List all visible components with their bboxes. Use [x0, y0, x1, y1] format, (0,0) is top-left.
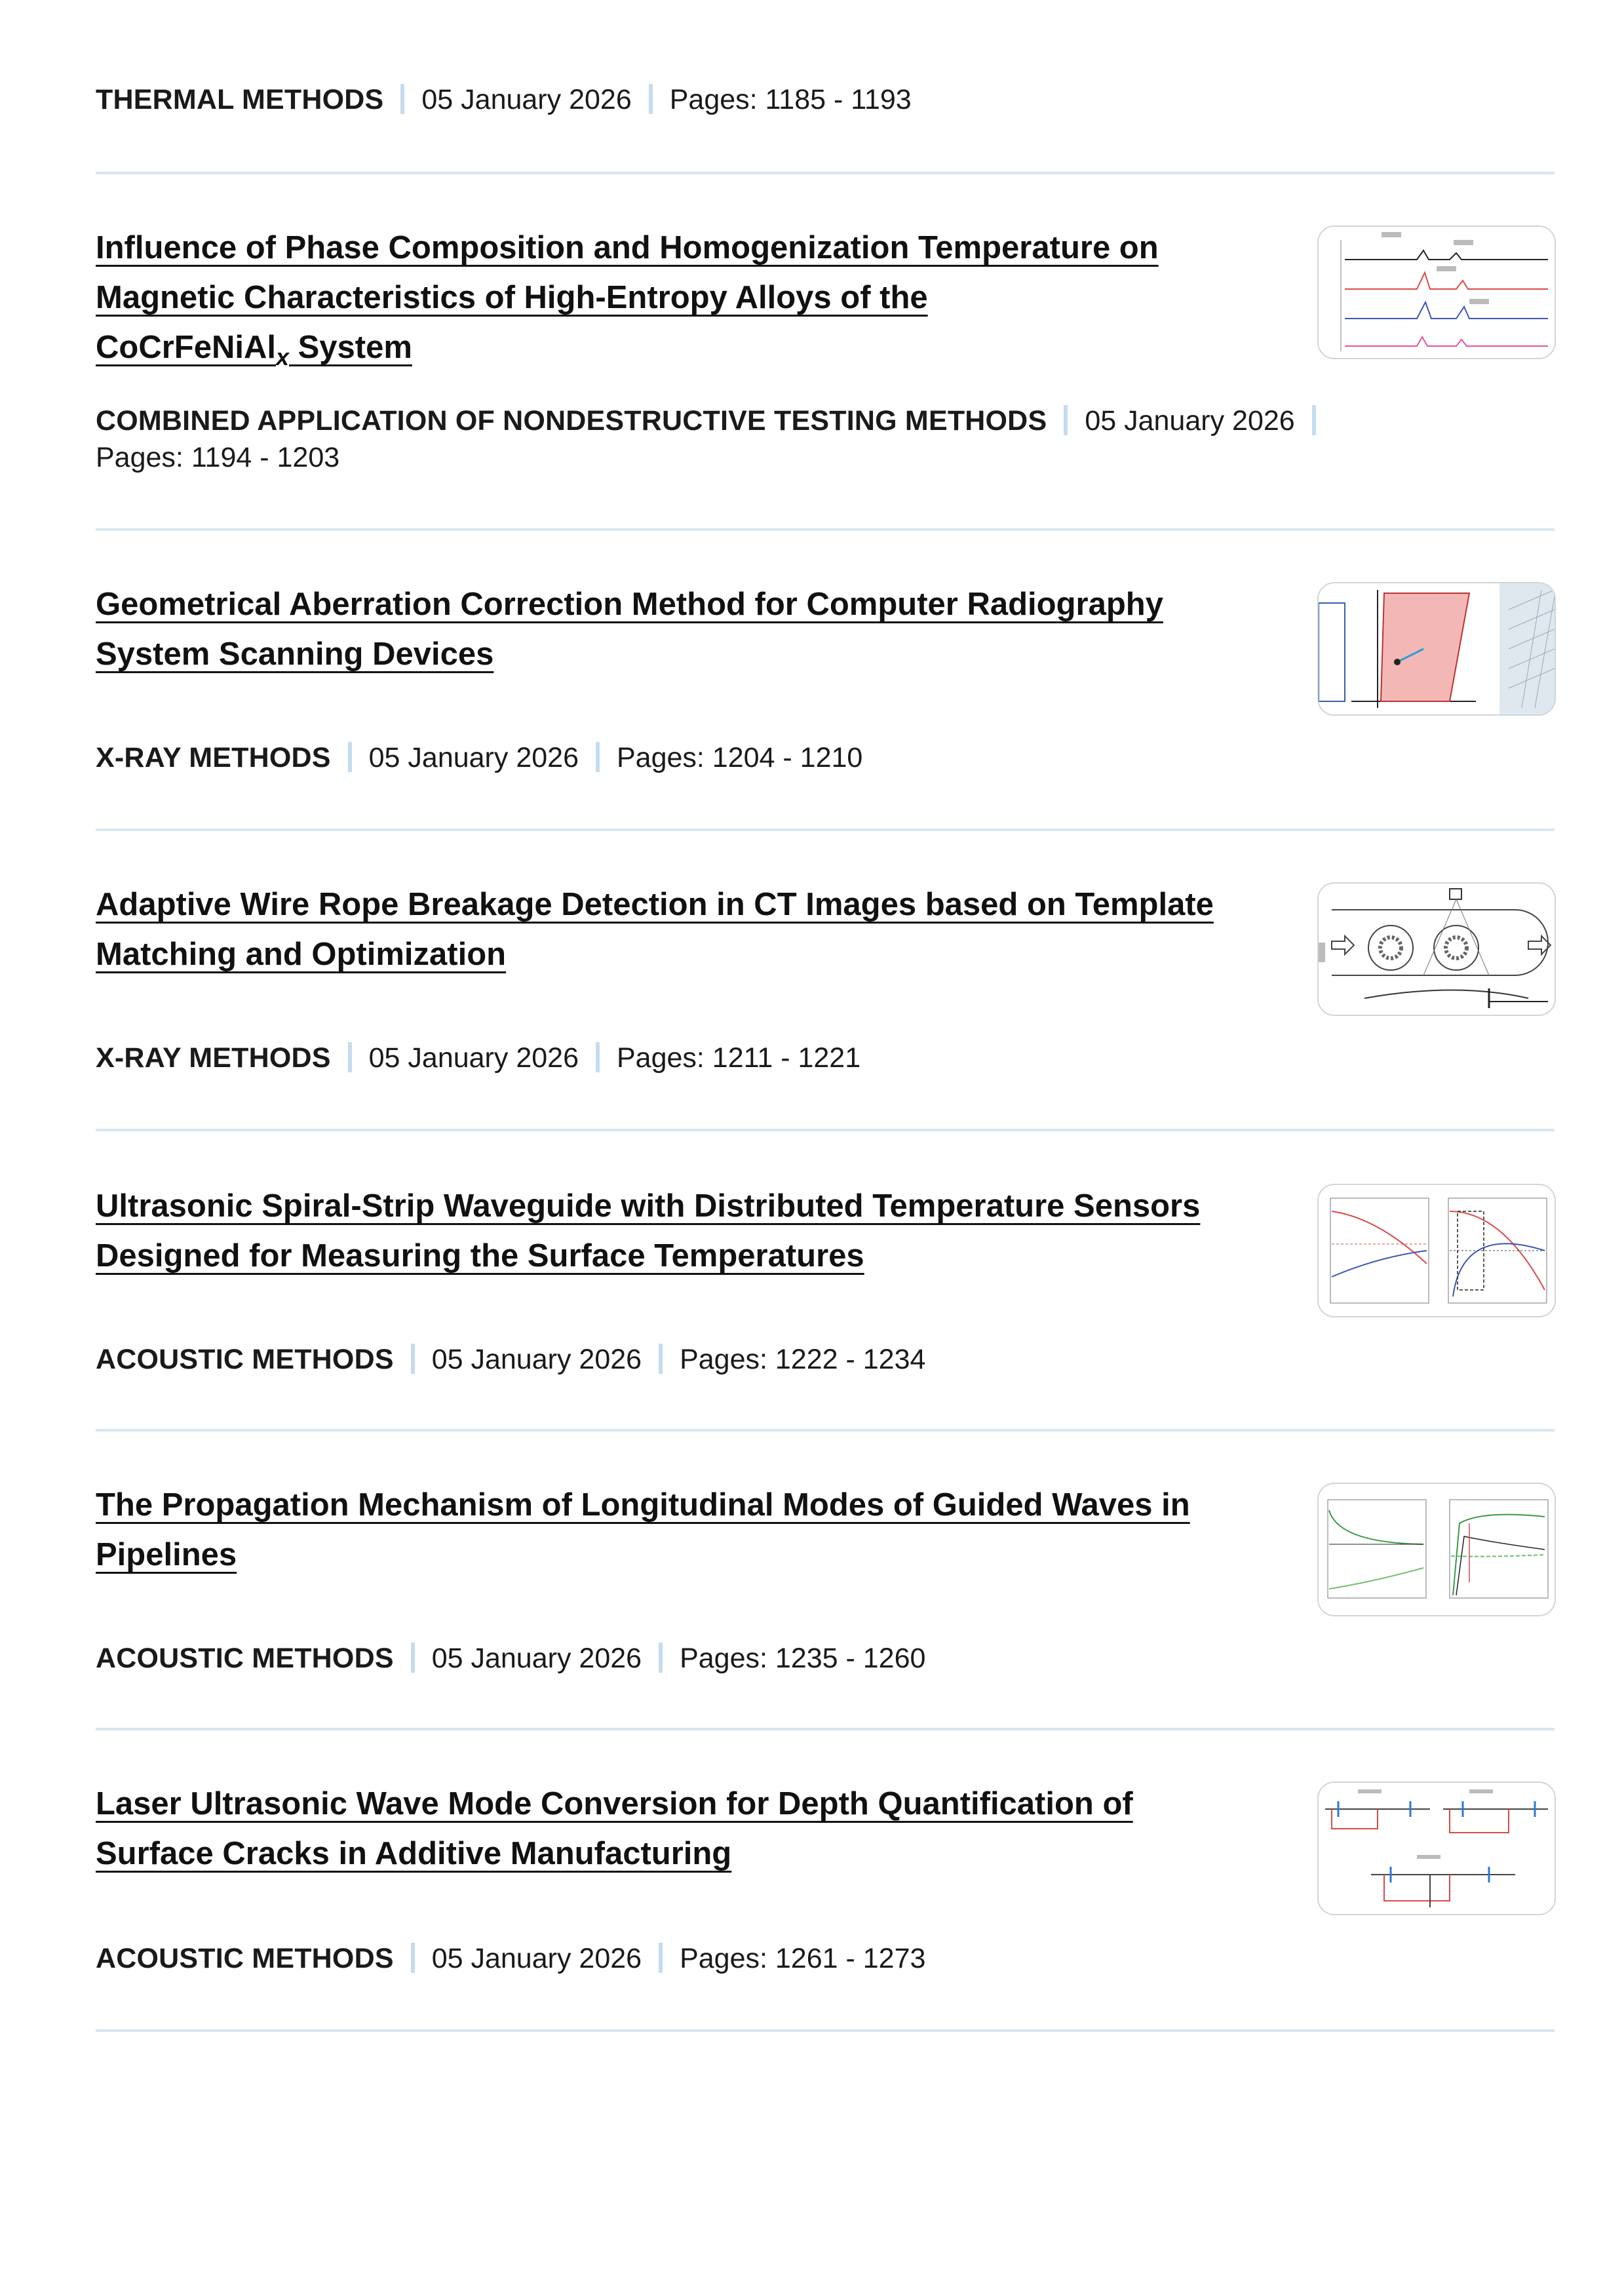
article-meta [96, 1040, 860, 1076]
divider [96, 172, 1555, 174]
meta-separator [1064, 405, 1068, 435]
divider [96, 2029, 1555, 2032]
ct-scanner-icon [1319, 884, 1555, 1015]
article-meta [96, 739, 862, 776]
publish-date: 05 January 2026 [368, 742, 579, 773]
publish-date: 05 January 2026 [1085, 405, 1295, 437]
meta-separator [659, 1643, 663, 1673]
page-range: Pages: 1261 - 1273 [680, 1943, 926, 1974]
category-link[interactable]: ACOUSTIC METHODS [96, 1643, 394, 1674]
meta-separator [659, 1344, 663, 1374]
scan-geometry-icon [1319, 583, 1555, 714]
article-title [96, 223, 1288, 382]
publish-date: 05 January 2026 [368, 1042, 579, 1074]
page-range: Pages: 1211 - 1221 [616, 1042, 861, 1074]
article-title [96, 1779, 1288, 1879]
article-meta [96, 402, 1333, 476]
article-title [96, 579, 1288, 679]
crack-path-diagram-thumbnail[interactable] [1317, 1782, 1556, 1915]
category-link[interactable]: COMBINED APPLICATION OF NONDESTRUCTIVE TESTING METHODS [96, 405, 1047, 437]
meta-separator [348, 1042, 352, 1072]
page-range: Pages: 1194 - 1203 [96, 442, 340, 473]
article-title-link[interactable]: Geometrical Aberration Correction Method for Computer Radiography [96, 587, 1163, 622]
guided-wave-curves-icon [1319, 1484, 1555, 1615]
article-title-link[interactable]: Magnetic Characteristics of High-Entropy Alloys of the [96, 280, 928, 315]
page-range: Pages: 1185 - 1193 [669, 84, 912, 115]
category-link[interactable]: THERMAL METHODS [96, 84, 384, 115]
article-title [96, 1181, 1288, 1281]
divider [96, 528, 1555, 531]
article-title-link[interactable]: Pipelines [96, 1537, 237, 1572]
meta-separator [411, 1943, 415, 1973]
dispersion-curves-thumbnail[interactable] [1317, 1184, 1556, 1317]
scan-geometry-thumbnail[interactable] [1317, 582, 1556, 716]
page-range: Pages: 1204 - 1210 [616, 742, 863, 773]
meta-separator [596, 742, 600, 772]
meta-separator [659, 1943, 663, 1973]
article-title-link[interactable]: System Scanning Devices [96, 636, 494, 672]
meta-separator [400, 84, 404, 114]
category-link[interactable]: X-RAY METHODS [96, 1042, 331, 1074]
meta-separator [596, 1042, 600, 1072]
dispersion-curves-icon [1319, 1185, 1555, 1316]
article-title [96, 880, 1288, 979]
article-meta [96, 1341, 925, 1378]
article-title-link[interactable]: Ultrasonic Spiral-Strip Waveguide with Distributed Temperature Sensors [96, 1188, 1201, 1224]
meta-separator [411, 1344, 415, 1374]
meta-separator [411, 1643, 415, 1673]
category-link[interactable]: ACOUSTIC METHODS [96, 1344, 394, 1375]
divider [96, 1429, 1555, 1432]
article-meta [96, 81, 912, 118]
category-link[interactable]: ACOUSTIC METHODS [96, 1943, 394, 1974]
article-title-link[interactable]: Matching and Optimization [96, 937, 507, 972]
page-range: Pages: 1235 - 1260 [680, 1643, 926, 1674]
article-title-link[interactable]: Influence of Phase Composition and Homogenization Temperature on [96, 230, 1159, 265]
divider [96, 1728, 1555, 1730]
divider [96, 829, 1555, 831]
publish-date: 05 January 2026 [431, 1943, 642, 1974]
article-title-link[interactable]: CoCrFeNiAl$_x$ System [96, 330, 412, 370]
article-title-link[interactable]: Surface Cracks in Additive Manufacturing [96, 1836, 732, 1871]
page-range: Pages: 1222 - 1234 [680, 1344, 926, 1375]
category-link[interactable]: X-RAY METHODS [96, 742, 331, 773]
xrd-spectra-icon [1319, 227, 1555, 358]
article-meta [96, 1640, 925, 1677]
ct-scanner-thumbnail[interactable] [1317, 882, 1556, 1016]
publish-date: 05 January 2026 [431, 1643, 642, 1674]
xrd-spectra-thumbnail[interactable] [1317, 225, 1556, 359]
guided-wave-curves-thumbnail[interactable] [1317, 1483, 1556, 1616]
meta-separator [348, 742, 352, 772]
publish-date: 05 January 2026 [431, 1344, 642, 1375]
meta-separator [649, 84, 653, 114]
article-meta [96, 1940, 925, 1977]
divider [96, 1129, 1555, 1131]
publish-date: 05 January 2026 [421, 84, 632, 115]
article-title-link[interactable]: Designed for Measuring the Surface Temperatures [96, 1238, 864, 1274]
meta-separator [1312, 405, 1316, 435]
article-title-link[interactable]: Laser Ultrasonic Wave Mode Conversion for Depth Quantification of [96, 1786, 1133, 1822]
article-title-link[interactable]: The Propagation Mechanism of Longitudinal Modes of Guided Waves in [96, 1487, 1190, 1523]
crack-path-diagram-icon [1319, 1783, 1555, 1914]
article-title-link[interactable]: Adaptive Wire Rope Breakage Detection in CT Images based on Template [96, 887, 1214, 922]
article-title [96, 1480, 1288, 1580]
